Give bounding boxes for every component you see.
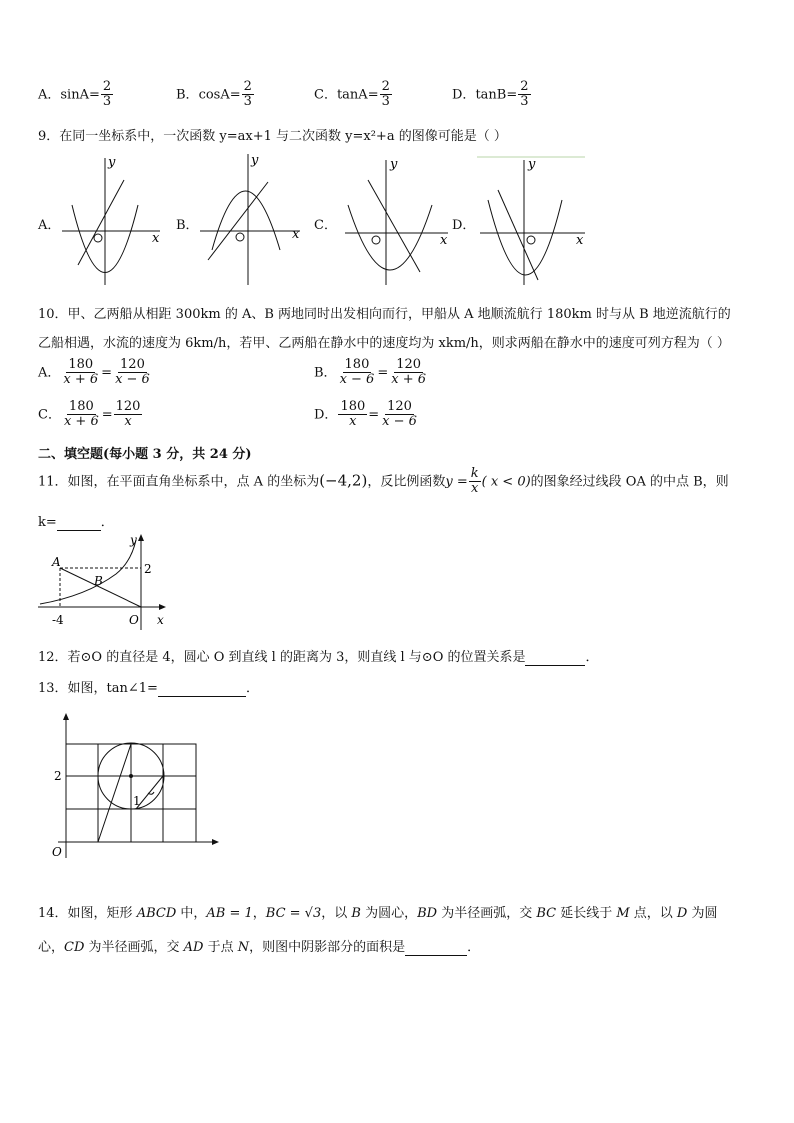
q9-graph-b [200, 153, 300, 285]
fraction: $\frac{180}{x + 6}$ [63, 399, 99, 430]
q11-figure [36, 532, 171, 632]
q9-stem: 9．在同一坐标系中，一次函数 y=ax+1 与二次函数 y=x²+a 的图像可能是（ ） [38, 129, 507, 144]
answer-blank[interactable] [405, 940, 467, 956]
axis-x-label: x [157, 613, 164, 627]
axis-y-label: y [390, 157, 398, 172]
q9-label-a: A． [38, 218, 61, 233]
answer-blank[interactable] [158, 681, 246, 697]
q12-text: 12．若⊙O 的直径是 4，圆心 O 到直线 l 的距离为 3，则直线 l 与⊙O 的位置关系是 ． [38, 650, 599, 665]
q8-option-d: D．tanB= $\frac{2}{3}$ [452, 79, 529, 110]
fraction: $\frac{2}{3}$ [102, 79, 112, 110]
q9-label-b: B． [176, 218, 199, 233]
fraction: $\frac{2}{3}$ [243, 79, 252, 110]
q13-figure [48, 710, 223, 865]
section-2-title: 二、填空题(每小题 3 分，共 24 分) [38, 447, 252, 462]
q9-graph-a [62, 155, 160, 285]
q9-graph-c [345, 157, 448, 285]
q11-line2: k= ． [38, 515, 114, 530]
origin-label: O [52, 845, 62, 859]
q8-option-b: B．cosA= $\frac{2}{3}$ [176, 79, 252, 110]
fraction: $\frac{180}{x + 6}$ [63, 357, 99, 388]
fraction: $\frac{120}{x - 6}$ [115, 357, 150, 388]
q10-option-a: A． $\frac{180}{x + 6}$ = $\frac{120}{x - 6}$ [38, 357, 150, 388]
q10-option-c: C． $\frac{180}{x + 6}$ = $\frac{120}{x}$ [38, 399, 141, 430]
fraction: $\frac{2}{3}$ [381, 79, 390, 110]
q9-label-d: D． [452, 218, 476, 233]
answer-blank[interactable] [525, 650, 585, 666]
q13-text: 13．如图，tan∠1= ． [38, 681, 259, 696]
tick-neg4-label: -4 [52, 613, 64, 627]
tick-2-label: 2 [144, 562, 152, 576]
q14-line1: 14．如图，矩形 ABCD 中，AB = 1，BC = √3，以 B 为圆心，BD 为半径画弧，交 BC 延长线于 M 点，以 D 为圆 [38, 906, 718, 921]
axis-y-label: y [130, 533, 137, 547]
axis-x-label: x [292, 227, 300, 242]
axis-y-label: y [251, 153, 259, 168]
fraction: $\frac{120}{x + 6}$ [391, 357, 426, 388]
point-a-label: A [52, 555, 61, 569]
answer-blank[interactable] [57, 515, 101, 531]
q8-option-a: A．sinA= $\frac{2}{3}$ [38, 79, 112, 110]
q10-option-b: B． $\frac{180}{x - 6}$ = $\frac{120}{x + 6}$ [314, 357, 426, 388]
q10-line1: 10．甲、乙两船从相距 300km 的 A、B 两地同时出发相向而行，甲船从 A 地顺流航行 180km 时与从 B 地逆流航行的 [38, 307, 731, 322]
axis-x-label: x [576, 233, 584, 248]
q9-graphs [0, 150, 600, 290]
q10-option-d: D． $\frac{180}{x}$ = $\frac{120}{x - 6}$ [314, 399, 417, 430]
point-b-label: B [94, 574, 103, 588]
fraction: $\frac{120}{x - 6}$ [382, 399, 417, 430]
q10-line2: 乙船相遇，水流的速度为 6km/h，若甲、乙两船在静水中的速度均为 xkm/h，则求两船在静水中的速度可列方程为（ ） [38, 336, 730, 351]
q9-label-c: C． [314, 218, 337, 233]
q8-option-c: C．tanA= $\frac{2}{3}$ [314, 79, 390, 110]
fraction: $\frac{k}{x}$ [470, 466, 479, 497]
q14-line2: 心，CD 为半径画弧，交 AD 于点 N，则图中阴影部分的面积是 ． [38, 940, 481, 955]
q9-graph-d [477, 157, 585, 285]
axis-y-label: y [108, 155, 116, 170]
fraction: $\frac{180}{x - 6}$ [339, 357, 375, 388]
angle-1-label: 1 [133, 794, 141, 808]
axis-x-label: x [440, 233, 448, 248]
fraction: $\frac{120}{x}$ [115, 399, 141, 430]
origin-label: O [129, 613, 139, 627]
axis-x-label: x [152, 231, 160, 246]
tick-2-label: 2 [54, 769, 62, 783]
axis-y-label: y [528, 157, 536, 172]
fraction: $\frac{180}{x}$ [340, 399, 366, 430]
q11-line1: 11．如图，在平面直角坐标系中，点 A 的坐标为(−4,2)，反比例函数y = $\frac{k}{x}$ ( x < 0)的图象经过线段 OA 的中点 B，则 [38, 466, 729, 497]
fraction: $\frac{2}{3}$ [520, 79, 529, 110]
